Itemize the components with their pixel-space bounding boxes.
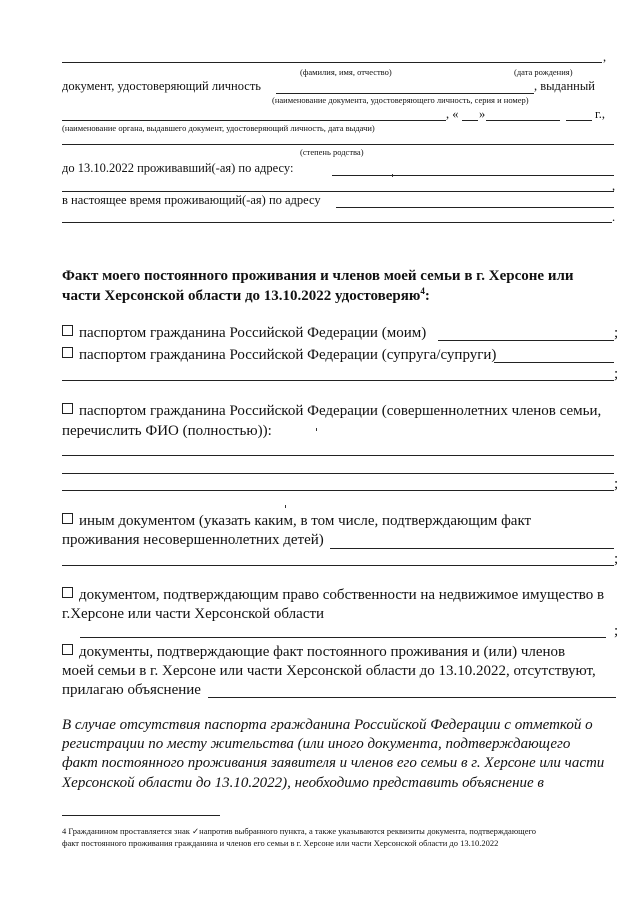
checkbox-own-passport[interactable] [62, 325, 73, 336]
lived-line-2-comma: , [612, 179, 616, 193]
birthdate-caption: (дата рождения) [514, 67, 573, 77]
section-title-colon: : [424, 288, 430, 304]
family-passports-line-3[interactable] [62, 490, 614, 491]
section-title-text: части Херсонской области до 13.10.2022 удостоверяю [62, 288, 421, 304]
other-document-line-1[interactable] [330, 548, 614, 549]
note-line-1: В случае отсутствия паспорта гражданина Российской Федерации с отметкой о [62, 717, 593, 733]
checkbox-spouse-passport[interactable] [62, 347, 73, 358]
checkbox-other-document[interactable] [62, 513, 73, 524]
option-family-passports-label-2: перечислить ФИО (полностью)): [62, 423, 272, 439]
lived-line-1[interactable] [332, 175, 614, 176]
option-property-document[interactable] [62, 587, 604, 604]
note-line-3: факт постоянного проживания заявителя и членов его семьи в г. Херсоне или части [62, 755, 605, 771]
section-title-line-2 [62, 286, 430, 305]
lived-line-2[interactable] [62, 191, 614, 192]
checkbox-family-passports[interactable] [62, 403, 73, 414]
other-document-semicolon: ; [614, 551, 619, 567]
year-line[interactable] [566, 120, 592, 121]
issuer-caption: (наименование органа, выдавшего документ, удостоверяющий личность, дата выдачи) [62, 123, 375, 133]
scan-mark [392, 174, 393, 177]
fio-line[interactable] [62, 62, 602, 63]
footnote-line-1: 4 Гражданином проставляется знак ✓напротив выбранного пункта, а также указываются реквизиты документа, подтверждающего [62, 826, 537, 836]
other-document-line-2[interactable] [62, 565, 614, 566]
option-own-passport-label: паспортом гражданина Российской Федерации (моим) [79, 325, 427, 341]
issued-label: , выданный [534, 79, 595, 93]
option-property-document-label-1: документом, подтверждающим право собственности на недвижимое имущество в [79, 587, 605, 603]
footnote-separator [62, 815, 220, 816]
lived-label: до 13.10.2022 проживавший(-ая) по адресу: [62, 161, 294, 175]
checkbox-no-documents[interactable] [62, 644, 73, 655]
year-suffix: г., [595, 107, 605, 121]
fio-caption: (фамилия, имя, отчество) [300, 67, 392, 77]
option-other-document[interactable] [62, 513, 531, 530]
doc-line[interactable] [276, 93, 534, 94]
note-line-4: Херсонской области до 13.10.2022), необходимо представить объяснение в [62, 775, 544, 791]
issuer-line[interactable] [62, 120, 446, 121]
spouse-passport-line-1[interactable] [494, 362, 614, 363]
relation-caption: (степень родства) [300, 147, 364, 157]
option-family-passports[interactable] [62, 403, 601, 420]
doc-caption: (наименование документа, удостоверяющего личность, серия и номер) [272, 95, 529, 105]
option-spouse-passport[interactable] [62, 347, 496, 364]
option-own-passport[interactable] [62, 325, 426, 342]
family-passports-line-1[interactable] [62, 455, 614, 456]
spouse-passport-semicolon: ; [614, 366, 619, 382]
family-passports-line-2[interactable] [62, 473, 614, 474]
relation-line[interactable] [62, 144, 614, 145]
option-other-document-label-1: иным документом (указать каким, в том числе, подтверждающим факт [79, 513, 532, 529]
section-title-line-1: Факт моего постоянного проживания и членов моей семьи в г. Херсоне или [62, 268, 574, 284]
day-line[interactable] [462, 120, 478, 121]
scan-mark [316, 428, 317, 431]
current-label: в настоящее время проживающий(-ая) по адресу [62, 193, 321, 207]
checkbox-property-document[interactable] [62, 587, 73, 598]
property-document-semicolon: ; [614, 623, 619, 639]
own-passport-semicolon: ; [614, 325, 619, 341]
note-line-2: регистрации по месту жительства (или иного документа, подтверждающего [62, 736, 571, 752]
property-document-line[interactable] [80, 637, 606, 638]
current-line-1[interactable] [336, 207, 614, 208]
own-passport-line[interactable] [438, 340, 614, 341]
fio-line-comma: , [603, 50, 607, 64]
spouse-passport-line-2[interactable] [62, 380, 614, 381]
family-passports-semicolon: ; [614, 476, 619, 492]
month-line[interactable] [486, 120, 560, 121]
current-line-2[interactable] [62, 222, 612, 223]
doc-label: документ, удостоверяющий личность [62, 79, 262, 93]
date-close: » [479, 107, 486, 121]
option-other-document-label-2: проживания несовершеннолетних детей) [62, 532, 324, 548]
date-open: , « [446, 107, 459, 121]
option-no-documents-label-2: моей семьи в г. Херсоне или части Херсонской области до 13.10.2022, отсутствуют, [62, 663, 596, 679]
option-no-documents[interactable] [62, 644, 565, 661]
current-line-2-period: . [612, 210, 616, 224]
explanation-line[interactable] [208, 697, 616, 698]
option-no-documents-label-1: документы, подтверждающие факт постоянного проживания и (или) членов [79, 644, 566, 660]
option-property-document-label-2: г.Херсоне или части Херсонской области [62, 606, 325, 622]
footnote-line-2: факт постоянного проживания гражданина и членов его семьи в г. Херсоне или части Херсонской области до 13.10.2022 [62, 838, 499, 848]
option-family-passports-label-1: паспортом гражданина Российской Федерации (совершеннолетних членов семьи, [79, 403, 602, 419]
option-no-documents-label-3: прилагаю объяснение [62, 682, 201, 698]
footnote-ref: 4 [420, 286, 425, 296]
scan-mark [285, 505, 286, 508]
option-spouse-passport-label: паспортом гражданина Российской Федерации (супруга/супруги) [79, 347, 497, 363]
